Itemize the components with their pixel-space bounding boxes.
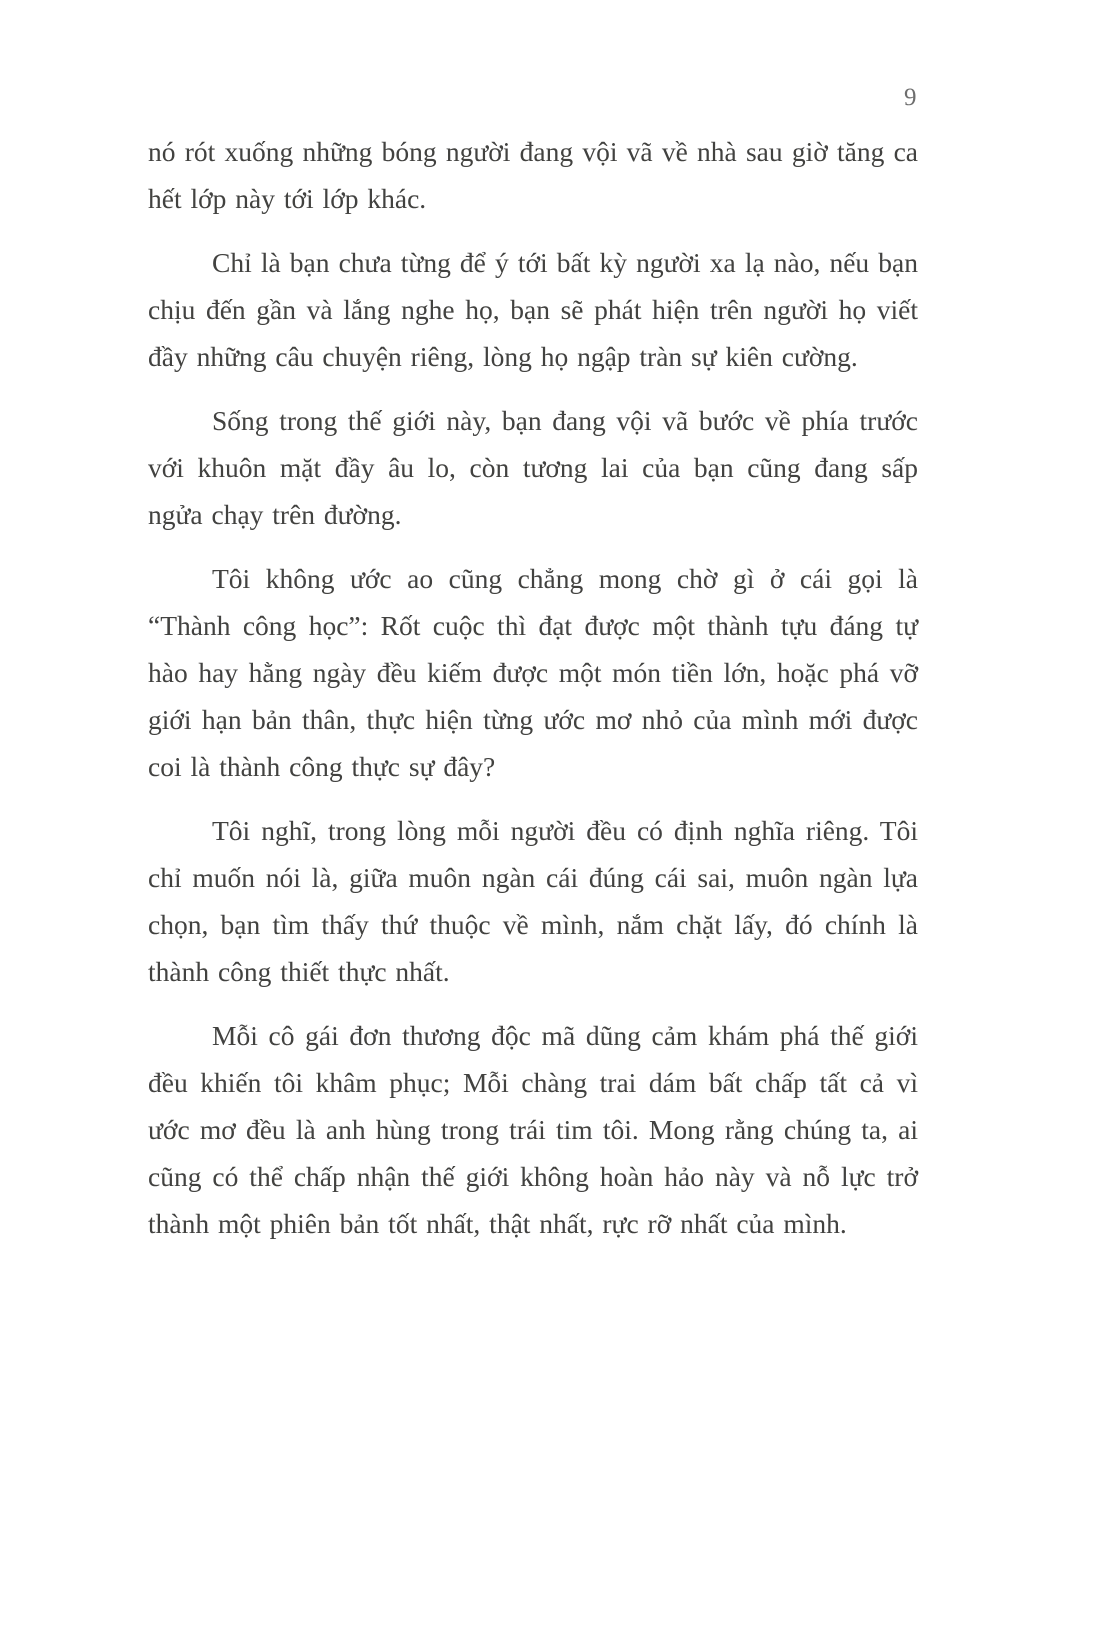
page-number: 9 [904,84,917,111]
paragraph-2: Chỉ là bạn chưa từng để ý tới bất kỳ người xa lạ nào, nếu bạn chịu đến gần và lắng nghe họ, bạn sẽ phát hiện trên người họ viết đầy những câu chuyện riêng, lòng họ ngập tràn sự kiên cường. [148,247,918,372]
text-block [148,128,918,1264]
paragraph-3: Sống trong thế giới này, bạn đang vội vã bước về phía trước với khuôn mặt đầy âu lo, còn tương lai của bạn cũng đang sấp ngửa chạy trên đường. [148,405,918,530]
paragraph-5: Tôi nghĩ, trong lòng mỗi người đều có định nghĩa riêng. Tôi chỉ muốn nói là, giữa muôn ngàn cái đúng cái sai, muôn ngàn lựa chọn, bạn tìm thấy thứ thuộc về mình, nắm chặt lấy, đó chính là thành công thiết thực nhất. [148,815,918,987]
paragraph-4: Tôi không ước ao cũng chẳng mong chờ gì ở cái gọi là “Thành công học”: Rốt cuộc thì đạt được một thành tựu đáng tự hào hay hằng ngày đều kiếm được một món tiền lớn, hoặc phá vỡ giới hạn bản thân, thực hiện từng ước mơ nhỏ của mình mới được coi là thành công thực sự đây? [148,563,918,782]
paragraph-6: Mỗi cô gái đơn thương độc mã dũng cảm khám phá thế giới đều khiến tôi khâm phục; Mỗi chàng trai dám bất chấp tất cả vì ước mơ đều là anh hùng trong trái tim tôi. Mong rằng chúng ta, ai cũng có thể chấp nhận thế giới không hoàn hảo này và nỗ lực trở thành một phiên bản tốt nhất, thật nhất, rực rỡ nhất của mình. [148,1020,918,1239]
paragraph-1: nó rót xuống những bóng người đang vội vã về nhà sau giờ tăng ca hết lớp này tới lớp khác. [148,136,918,214]
